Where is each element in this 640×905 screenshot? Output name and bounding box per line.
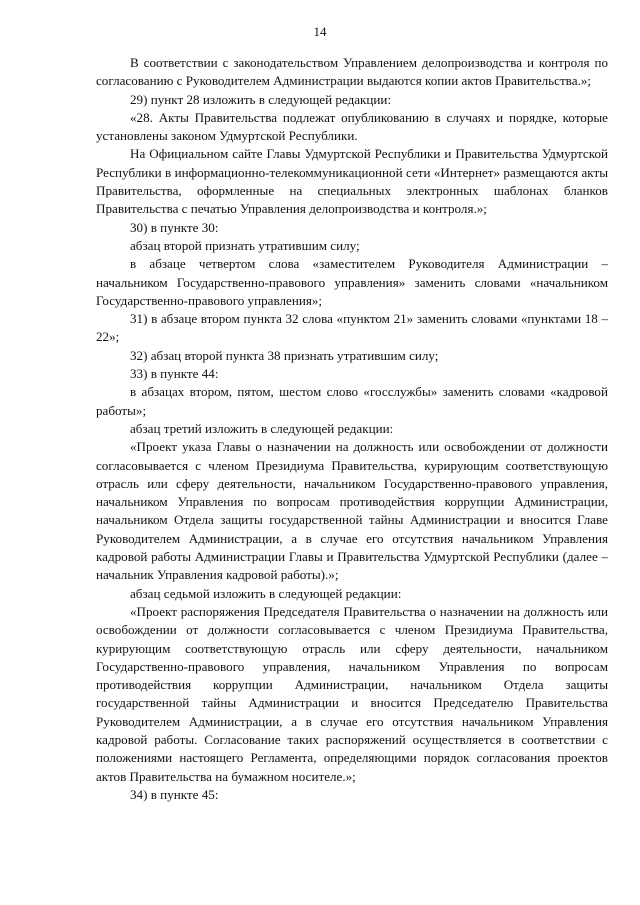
paragraph: На Официальном сайте Главы Удмуртской Республики и Правительства Удмуртской Республики в информационно-телекоммуникационной сети «Интернет» размещаются акты Правительства, оформленные на специальных электронных шаблонах бланков Правительства с печатью Управления делопроизводства и контроля.»;	[96, 146, 608, 217]
paragraph: 34) в пункте 45:	[130, 786, 219, 802]
paragraph: в абзаце четвертом слова «заместителем Руководителя Администрации – начальником Государственно-правового управления» заменить словами «начальником Государственно-правового управления»;	[96, 256, 608, 308]
paragraph: «Проект распоряжения Председателя Правительства о назначении на должность или освобождении от должности согласовывается с членом Президиума Правительства, курирующим соответствующую отрасль или сферу деятельности, начальником Государственно-правового управления, начальником Управления по вопросам противодействия коррупции Администрации, начальником Отдела защиты государственной тайны Администрации и вносится Председателю Правительства Руководителем Администрации, а в случае его отсутствия начальником Управления кадровой работы. Согласование таких распоряжений осуществляется в соответствии с положениями настоящего Регламента, определяющими порядок согласования проектов актов Правительства на бумажном носителе.»;	[96, 603, 608, 784]
paragraph: абзац третий изложить в следующей редакции:	[130, 420, 394, 436]
paragraph: 33) в пункте 44:	[130, 366, 219, 382]
paragraph: В соответствии с законодательством Управлением делопроизводства и контроля по согласованию с Руководителем Администрации выдаются копии актов Правительства.»;	[96, 55, 608, 89]
paragraph: 32) абзац второй пункта 38 признать утратившим силу;	[130, 347, 439, 363]
paragraph: 30) в пункте 30:	[130, 219, 219, 235]
page-number: 14	[313, 24, 327, 39]
paragraph: 31) в абзаце втором пункта 32 слова «пунктом 21» заменить словами «пунктами 18 – 22»;	[96, 311, 608, 345]
paragraph: «28. Акты Правительства подлежат опубликованию в случаях и порядке, которые установлены законом Удмуртской Республики.	[96, 109, 608, 144]
paragraph: абзац седьмой изложить в следующей редакции:	[130, 585, 402, 601]
paragraph: абзац второй признать утратившим силу;	[130, 237, 360, 253]
paragraph: «Проект указа Главы о назначении на должность или освобождении от должности согласовывается с членом Президиума Правительства, курирующим соответствующую отрасль или сферу деятельности, начальником Государственно-правового управления, начальником Управления по вопросам противодействия коррупции Администрации, начальником Отдела защиты государственной тайны Администрации и вносится Главе Руководителем Администрации, а в случае его отсутствия начальником Управления кадровой работы Администрации Главы и Правительства Удмуртской Республики (далее – начальник Управления кадровой работы).»;	[96, 439, 608, 583]
paragraph: в абзацах втором, пятом, шестом слово «госслужбы» заменить словами «кадровой работы»;	[96, 384, 608, 418]
paragraph: 29) пункт 28 изложить в следующей редакции:	[130, 91, 392, 107]
document-body	[96, 54, 608, 804]
